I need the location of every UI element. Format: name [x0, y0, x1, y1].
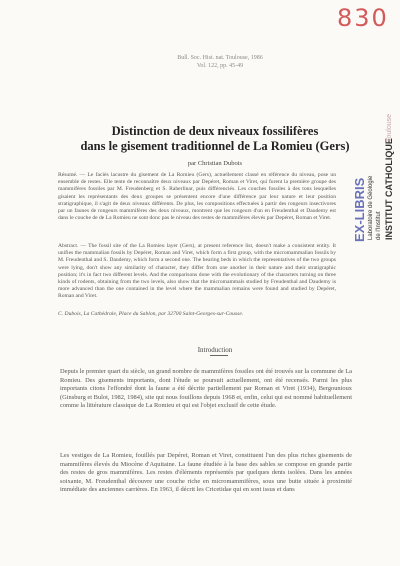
stamp-line-3: INSTITUT CATHOLIQUE [384, 138, 394, 240]
journal-line-1: Bull. Soc. Hist. nat. Toulouse, 1986 [177, 55, 263, 61]
abstract-paragraph: Abstract. — The fossil site of the La Romieu layer (Gers), at present reference list, doesn't make a consistent entity. It unifies the mammalian fossils by Depéret, Roman and Viret, which form a first group, with the micromammalian fossils by M. Freudenthal and S. Daudemy, which form a second one. The bearing beds in which the representatives of the two groups were lying, don't show any similarity of character, they differ from one another in their nature and their stratigraphic position; it's in fact two different levels. And the comparisons done with the evolutionary of the characters turning on three kinds of rodents, obtaining from the two levels, also show that the micromammals studied by Freudenthal and Daudemy is more advanced than the one contained in the level where the mammalian remains were found and studied by Depéret, Roman and Viret. [58, 243, 336, 300]
author-line: par Christian Dubois [187, 160, 243, 167]
stamp-line-1: Laboratoire de Géologie [368, 175, 374, 240]
journal-line-2: Vol. 122, pp. 45-49 [196, 63, 244, 69]
stamp-line-2: de l'Institut [376, 211, 382, 240]
handwritten-page-number: 830 [337, 4, 389, 32]
ex-libris-stamp [350, 100, 398, 250]
author-affiliation: C. Dubois, La Cathédrale, Place du Sablon, par 32700 Saint-Georges-sur-Cousse. [58, 311, 244, 317]
heading-underline [210, 355, 228, 356]
resume-paragraph: Résumé. — Le faciès lacustre du gisement de La Romieu (Gers), actuellement classé en référence du niveau, pose un ensemble de restes. Elle tente de reconnaître deux niveaux par Depéret, Roman et Viret, qui furent la première groupe des mammifères fossiles par M. Freudenberg et S. Raherlinar, puis différenciés. Les couches fossiles à des tons lesquelles gisaient les représentants des deux groupes se présentent encore d'une différence par leur nature et leur position stratigraphique, il s'agit de deux niveaux différents. De plus, les compositions effectuées à partir des rongeurs insectivores par un faunes de rongeurs mammifères des deux niveaux, montrent que les rongeurs d'un en Freudenthal et Daudemy est dans le couche de de La Romieu ne sont donc pas le niveau des restes de mammifères élevés par Depéret, Roman et Viret. [58, 172, 336, 222]
stamp-faint-text: Toulouse [386, 113, 393, 142]
section-heading-introduction: Introduction [197, 346, 233, 354]
intro-paragraph-2: Les vestiges de La Romieu, fouillés par Depéret, Roman et Viret, constituent l'un des plus riches gisements de mammifères élevés du Miocène d'Aquitaine. La faune étudiée à la base des sables se compose en grande partie des restes de gros mammifères. Les restes d'éléments représentés par quelques dents isolées. Dans les années soixante, M. Freudenthal découvre une couche riche en micromammifères, sous une butte située à proximité immédiate des anciennes carrières. En 1963, il décrit les Cricetidae qui en sont issus et dans [60, 452, 352, 494]
title-line-1: Distinction de deux niveaux fossilifères [111, 124, 319, 138]
intro-paragraph-1: Depuis le premier quart du siècle, un grand nombre de mammifères fossiles ont été trouvés sur la commune de La Romieu. Des gisements importants, dont l'étude se poursuit actuellement, ont été recensés. Parmi les plus importants citons l'effondré dont la faune a été décrite partiellement par Roman et Viret (1934), Bergounioux (Ginsburg et Bulot, 1982, 1984), site qui nous fouillons depuis 1968 et, enfin, celui qui est nommé habituellement comme la littérature classique de La Romieu et qui est l'objet exclusif de cette étude. [60, 368, 352, 410]
paper-title [80, 124, 350, 154]
journal-reference [145, 54, 295, 70]
title-line-2: dans le gisement traditionnel de La Romieu (Gers) [80, 139, 350, 153]
stamp-title: EX-LIBRIS [352, 177, 367, 242]
